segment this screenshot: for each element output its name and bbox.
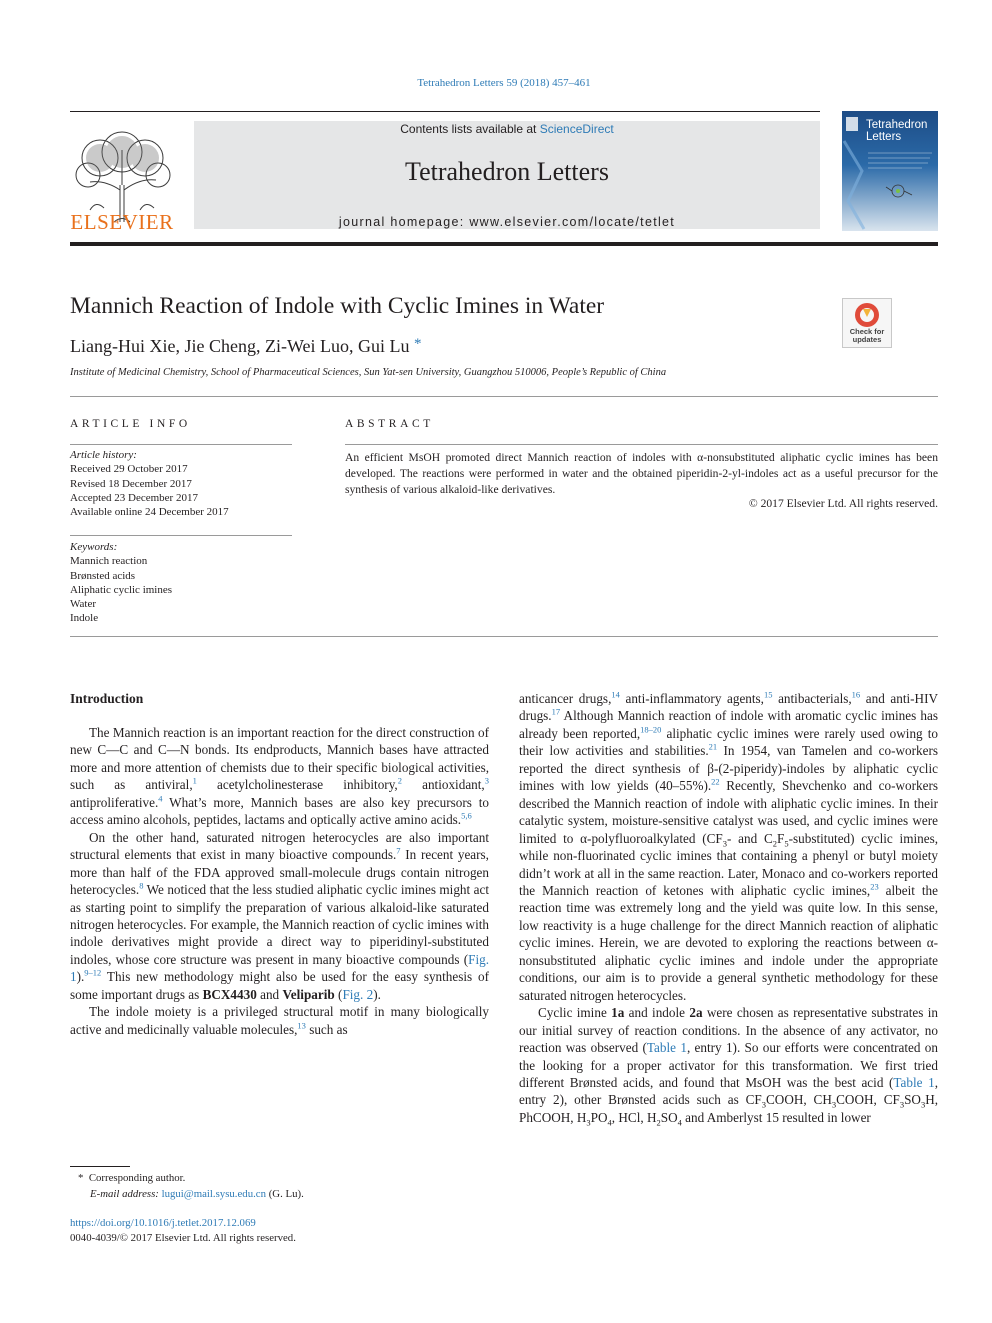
sciencedirect-link[interactable]: ScienceDirect xyxy=(539,122,614,136)
article-info-heading: ARTICLE INFO xyxy=(70,418,191,430)
body-paragraph: On the other hand, saturated nitrogen heterocycles are also important structural elements that exist in many bioactive compounds.$^7$ In recent years, more than half of the FDA approved small-molecule drugs contain nitrogen heterocycles.$^8$ We noticed that the less studied aliphatic cyclic imines might act as starting point to simplify the preparation of various alkaloid-like saturated nitrogen heterocycles. For example, the Mannich reaction of cyclic imines with indole derivatives might provide a direct way to piperidinyl-substituted indoles, whose core structure was present in many bioactive compounds (Fig. 1).$^{9-12}$ This new methodology might also be used for the easy synthesis of some important drugs as BCX4430 and Veliparib (Fig. 2). xyxy=(70,829,489,1002)
corresponding-footnote xyxy=(78,1170,304,1202)
introduction-heading: Introduction xyxy=(70,691,144,706)
corresponding-label: Corresponding author. xyxy=(88,1172,186,1184)
body-left-column xyxy=(70,724,489,1038)
affiliation: Institute of Medicinal Chemistry, School of Pharmaceutical Sciences, Sun Yat-sen University, Guangzhou 510006, People’s Republic of China xyxy=(70,367,667,378)
body-paragraph: Cyclic imine 1a and indole 2a were chosen as representative substrates in our initial survey of reaction conditions. In the absence of any activator, no reaction was observed (Table 1, entry 1). So our efforts were concentrated on the looking for a proper activator for this transformation. We first tried different Brønsted acids, and found that MsOH was the best acid (Table 1, entry 2), other Brønsted acids such as $CF_3COOH$, $CH_3COOH$, $CF_3SO_3H$, PhCOOH, $H_3PO_4$, HCl, $H_2SO_4$ and Amberlyst 15 resulted in lower xyxy=(519,1005,939,1128)
keyword-item: Mannich reaction xyxy=(70,555,148,568)
cover-title-line2: Letters xyxy=(866,131,902,143)
article-info-rule xyxy=(70,444,292,445)
email-label: E-mail address: xyxy=(90,1188,159,1200)
body-paragraph: The Mannich reaction is an important reaction for the direct construction of new C—C and C—N bonds. Its endproducts, Mannich bases have attracted more and more attention of chemists due to their specific biological activities, such as antiviral,$^1$ acetylcholinesterase inhibitory,$^2$ antioxidant,$^3$ antiproliferative.$^4$ What’s more, Mannich bases are also key precursors to access amino alcohols, peptides, lactams and optically active amino acids.$^{5,6}$ xyxy=(70,725,489,828)
history-revised: Revised 18 December 2017 xyxy=(70,477,192,490)
journal-title: Tetrahedron Letters xyxy=(405,157,609,186)
author-list xyxy=(70,336,421,357)
body-paragraph: anticancer drugs,$^{14}$ anti-inflammatory agents,$^{15}$ antibacterials,$^{16}$ and anti-HIV drugs.$^{17}$ Although Mannich reaction of indole with aromatic cyclic imines has already been reported,$^{18-20}$ aliphatic cyclic imines were rarely used owing to their low activities and stabilities.$^{21}$ In 1954, van Tamelen and co-workers reported the direct synthesis of β-(2-piperidy)-indoles by aliphatic cyclic imines with low yields (40–55%).$^{22}$ Recently, Shevchenko and co-workers described the Mannich reaction of indole with aliphatic cyclic imines. In their catalytic system, moisture-sensitive catalyst was used, and cyclic imines were limited to α-polyfluoroalkylated ($CF_3-$ and $C_2F_5-substituted$) cyclic imines, while non-fluorinated cyclic imines that containing a phenyl or butyl moiety didn’t work at all in the same reaction. Later, Monaco and co-workers reported the Mannich reaction of ketones with aliphatic cyclic imines,$^{23}$ albeit the reaction time was extremely long and the yield was quite low. In this sense, low reactivity is a huge challenge for the direct Mannich reaction of aliphatic cyclic imines. Herein, we are devoted to exploring the reactions between α-nonsubstituted aliphatic cyclic imines and indole under the appropriate conditions, our aim is to provide a general synthetic methodology for these saturated nitrogen heterocycles. xyxy=(519,689,939,1003)
article-title: Mannich Reaction of Indole with Cyclic Imines in Water xyxy=(70,293,605,319)
abstract-copyright: © 2017 Elsevier Ltd. All rights reserved. xyxy=(748,497,938,510)
cover-art-icon xyxy=(842,111,938,231)
header-bottom-rule xyxy=(70,242,938,246)
history-label: Article history: xyxy=(70,449,137,461)
keyword-item: Indole xyxy=(70,612,99,625)
keywords-rule xyxy=(70,535,292,536)
contents-prefix: Contents lists available at xyxy=(400,122,537,136)
abstract-heading: ABSTRACT xyxy=(345,418,434,430)
doi-link[interactable]: https://doi.org/10.1016/j.tetlet.2017.12.069 xyxy=(70,1217,256,1229)
footnote-mark: * xyxy=(78,1172,84,1184)
keyword-item: Water xyxy=(70,598,96,611)
history-online: Available online 24 December 2017 xyxy=(70,506,229,519)
journal-homepage[interactable]: journal homepage: www.elsevier.com/locate/tetlet xyxy=(338,215,676,229)
keyword-item: Brønsted acids xyxy=(70,569,136,582)
email-suffix: (G. Lu). xyxy=(268,1188,304,1200)
history-accepted: Accepted 23 December 2017 xyxy=(70,491,198,504)
keywords-label: Keywords: xyxy=(70,541,118,553)
keywords xyxy=(70,540,300,626)
footnote-rule xyxy=(70,1166,130,1167)
abstract-rule xyxy=(345,444,938,445)
doi-block xyxy=(70,1216,296,1246)
header-top-rule xyxy=(70,111,820,112)
authors-text: Liang-Hui Xie, Jie Cheng, Zi-Wei Luo, Gui Lu xyxy=(70,336,410,356)
cover-title-line1: Tetrahedron xyxy=(866,119,928,131)
history-received: Received 29 October 2017 xyxy=(70,463,188,476)
corresponding-author-mark[interactable]: * xyxy=(413,336,422,352)
front-matter-separator xyxy=(70,636,938,637)
elsevier-wordmark: ELSEVIER xyxy=(70,210,174,234)
keyword-item: Aliphatic cyclic imines xyxy=(70,583,173,596)
issn-copyright: 0040-4039/© 2017 Elsevier Ltd. All rights reserved. xyxy=(70,1232,296,1244)
check-updates-label: Check for updates xyxy=(849,327,885,344)
journal-cover[interactable] xyxy=(842,111,938,231)
email-link[interactable]: lugui@mail.sysu.edu.cn xyxy=(161,1188,266,1200)
contents-line xyxy=(194,122,820,136)
body-paragraph: The indole moiety is a privileged structural motif in many biologically active and medicinally valuable molecules,$^{13}$ such as xyxy=(70,1004,489,1037)
article-history xyxy=(70,448,300,519)
check-for-updates-badge[interactable] xyxy=(842,298,892,348)
abstract-text: An efficient MsOH promoted direct Mannich reaction of indoles with α-nonsubstituted aliphatic cyclic imines has been developed. The reactions were performed in water and the obtained piperidin-2-yl-indoles act as a useful precursor for the synthesis of various alkaloid-like derivatives. xyxy=(345,451,938,496)
journal-reference[interactable]: Tetrahedron Letters 59 (2018) 457–461 xyxy=(417,77,591,89)
journal-banner xyxy=(194,121,820,229)
title-separator xyxy=(70,396,938,397)
body-right-column xyxy=(519,690,938,1126)
